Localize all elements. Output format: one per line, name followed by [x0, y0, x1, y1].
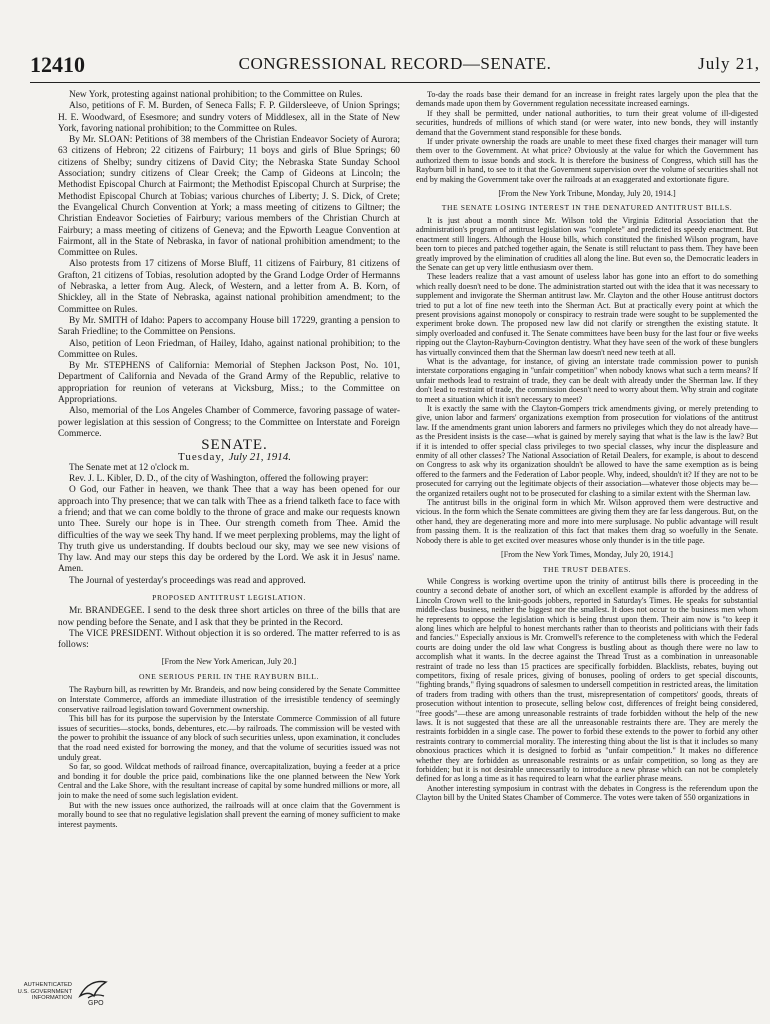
paragraph: If under private ownership the roads are unable to meet these fixed charges their manager will turn them over to the Government. At what price? Obviously at the value for which the Government has authorized them to issue bonds and stock. It is therefore the business of Congress, which still has the Rayburn bill in hand, to see to it that the Government supervision over the volume of securities shall not end by making the Government take over the railroads at an exaggerated and extortionate figure.: [416, 137, 758, 184]
paragraph: Also, petition of Leon Friedman, of Hailey, Idaho, against national prohibition; to the Committee on Rules.: [58, 338, 400, 360]
section-caption: THE TRUST DEBATES.: [542, 564, 632, 574]
paragraph: By Mr. STEPHENS of California: Memorial of Stephen Jackson Post, No. 101, Department of California and Nevada of the Grand Army of the Republic, relative to appropriation for reunion of veterans at Vicksburg, Miss.; to the Committee on Appropriations.: [58, 361, 400, 406]
paragraph: Also, petitions of F. M. Burden, of Seneca Falls; F. P. Gildersleeve, of Union Springs; H. E. Woodward, of Esesmore; and sundry voters of Middlesex, all in the State of New York, favoring national prohibition; to the Committee on Rules.: [58, 101, 400, 134]
paragraph: What is the advantage, for instance, of giving an interstate trade commission power to punish interstate corporations engaging in "unfair competition" when nobody knows what such a term means? If unfair methods lead to restraint of trade, they can be dealt with already under the Sherman law. If they don't lead to restraint of trade, the commission doesn't need to worry about them. Why strain and cogitate to meet a situation which it isn't necessary to meet?: [416, 356, 758, 404]
paragraph: If they shall be permitted, under national authorities, to turn their great volume of ill-digested securities, hundreds of millions of which stand (or were water, into new bonds, they will instantly demand that the Government stand responsible for these bonds.: [416, 108, 758, 137]
page-header: [30, 46, 760, 83]
session-date-italic: July 21, 1914.: [228, 450, 291, 463]
section-caption: THE SENATE LOSING INTEREST IN THE DENATURED ANTITRUST BILLS.: [441, 203, 733, 213]
authenticated-text: AUTHENTICATED U.S. GOVERNMENT INFORMATION: [17, 982, 72, 1002]
paragraph: Another interesting symposium in contrast with the debates in Congress is the referendum upon the Clayton bill by the United States Chamber of Commerce. The votes were taken of 550 organizations in: [416, 783, 758, 803]
paragraph: The antitrust bills in the original form in which Mr. Wilson approved them were destructive and vicious. In the form which the Senate committees are giving them they are far less dangerous. But, on the other hand, they are degenerating more and more into mere surplusage. No public advantage will result from passing them. It is the realization of this fact that makes them drag so woefully in the Senate. Nobody there is able to get excited over measures whose only thunder is in the title page.: [416, 498, 758, 545]
source-line: [From the New York American, July 20.]: [161, 656, 297, 666]
paragraph: The Senate met at 12 o'clock m.: [69, 462, 190, 473]
paragraph: It is exactly the same with the Clayton-Gompers trick amendments giving, or merely pretending to give, union labor and farmers' organizations exemption from prosecution for violations of the antitrust law. If the amendments grant union laborers and farmers no privileges which they do not already have—as the President insists is the case—what is gained by merely saying that what is the law is the law? But if it is intended to offer special class privileges to two special classes, why incur the displeasure and enmity of all other classes? The National Association of Retail Dealers, for example, is about to descend on Congress to ask why its organization shouldn't be allowed to have the same exemption as is being offered to the farmers and the Federation of Labor people. Why, indeed, shouldn't it? If they are not to be prosecuted for carrying out the legitimate objects of their association—whatever those objects may be—the organized retailers ought not to be prosecuted for clashing to a similar extent with the Sherman law.: [416, 404, 758, 498]
paragraph: While Congress is working overtime upon the trinity of antitrust bills there is proceeding in the country a second debate of another sort, of which an excellent example is afforded by the address of Lincoln Crown well to the knit-goods jobbers, reported in Saturday's Times. He speaks for substantial middle-class business, neither the biggest nor the smallest. It does not occur to the business men whom he represents to oppose the legislation which is being thrust upon them. Their aim now is "to keep it along lines which are helpful to honest merchants rather than to theorists and politicians with their fads and fancies." Especially anxious is Mr. Cromwell's reference to the completeness with which the Federal courts are doing under the old law what Congress is bustling about as though there were no law to accomplish what it wants. In the decree against the Thread Trust as a combination in unreasonable restraint of trade no less than 15 practices are specifically forbidden. Blacklists, rebates, buying out competitors, fixing of resale prices, giving of bonuses, pooling of orders to get special discounts, "fighting brands," flying squadrons of salesmen to undersell competition in restricted areas, the limitation of traders from trading with others than the trust, misrepresentation of competitors' goods, threats of prosecution without intention to prosecute, selling below cost, differences of freight being considered, "free goods"—these are among unreasonable restraints of trade forbidden without the help of the new laws. It is not suggested that these are all the unreasonable restraints there are. They are merely the restraints forbidden in a single case. The power to forbid these extends to the power to forbid any other restraints contrary to commercial morality. The interesting thing about the list is that it includes so many obnoxious practices which it is designed to forbid as "unfair competition." It makes no difference whether they are forbidden as unreasonable restraints or as unfair competition, so long as they are forbidden; but it is not desirable unnecessarily to introduce a new phrase which can not be completely defined for as long a time as it has required to learn what the earlier phrase means.: [416, 576, 758, 784]
section-caption: PROPOSED ANTITRUST LEGISLATION.: [152, 593, 306, 603]
prayer-paragraph: O God, our Father in heaven, we thank Thee that a way has been opened for our approach into Thy presence; that we can talk with Thee as a friend talketh face to face with a friend; and that we can come boldly to the throne of grace and make our requests known unto Thee. Surely our hope is in Thee. Our strength cometh from Thee. Amid the difficulties of the way we seek Thy hand. If we meet perplexing problems, may the light of Thy truth give us understanding. If doubts becloud our sky, may we see new visions of Thy law. And may our steps this day be ordered by the Lord. We ask it in Jesus' name. Amen.: [58, 485, 400, 575]
header-date: July 21,: [698, 54, 760, 73]
paragraph: The VICE PRESIDENT. Without objection it is so ordered. The matter referred to is as follows:: [58, 628, 400, 651]
paragraph: The Journal of yesterday's proceedings was read and approved.: [69, 575, 306, 586]
source-line: [From the New York Times, Monday, July 20, 1914.]: [501, 550, 673, 560]
session-date: [58, 452, 400, 463]
paragraph: But with the new issues once authorized, the railroads will at once claim that the Government is morally bound to see that no regulative legislation shall prevent the earning of money sufficient to make interest payments.: [58, 800, 400, 829]
page-title: CONGRESSIONAL RECORD—SENATE.: [238, 54, 552, 73]
paragraph: It is just about a month since Mr. Wilson told the Virginia Editorial Association that the administration's program of antitrust legislation was "complete" and predicted its speedy enactment. But enactment still lingers. Although the House bills, which constituted the finished Wilson program, have been torn to pieces and patched together again, the Senate is still reluctant to pass them. They have been greatly improved by the elimination of crudities all along the line. But even so, the Democratic leaders in the Senate can get up very little enthusiasm over them.: [416, 215, 758, 272]
section-caption: ONE SERIOUS PERIL IN THE RAYBURN BILL.: [138, 672, 320, 682]
session-day: Tuesday,: [178, 450, 225, 463]
paragraph: Also protests from 17 citizens of Morse Bluff, 11 citizens of Fairbury, 81 citizens of Grafton, 21 citizens of Tobias, resolution adopted by the Grand Lodge Order of Hermanns of Nebraska, a letter from Aug. Aleck, of Western, and a letter from A. B. Korn, of Shickley, all in the State of Nebraska, against national prohibition amendment; to the Committee on Rules.: [58, 259, 400, 315]
paragraph: Rev. J. L. Kibler, D. D., of the city of Washington, offered the following prayer:: [69, 474, 369, 485]
source-line: [From the New York Tribune, Monday, July 20, 1914.]: [498, 189, 676, 199]
paragraph: By Mr. SLOAN: Petitions of 38 members of the Christian Endeavor Society of Aurora; 63 citizens of Hebron; 22 citizens of Fairbury; 11 boys and girls of Blue Springs; 60 citizens of Shelby; sundry citizens of David City; the Nebraska State Sunday School Association; sundry citizens of Clear Creek; the Camp of Gideons at Lincoln; the Methodist Episcopal Church at Fairmont; the Methodist Episcopal Church at Surprise; the Methodist Episcopal Church at Tobias; various churches of Liberty; J. S. Dick, of Crete; the Evangelical Church Convention at York; a mass meeting of citizens to Giltner; the Christian Endeavor Societies of Fairbury; various members of the Christian Church at Fairbury; a mass meeting of citizens of Geneva; and the Epworth League Convention at Fairmont, all in the State of Nebraska, in favor of national prohibition amendment; to the Committee on Rules.: [58, 135, 400, 259]
right-column: [416, 90, 758, 960]
paragraph: This bill has for its purpose the supervision by the Interstate Commerce Commission of all future issues of securities—stocks, bonds, debentures, etc.—by railroads. The commission will be vested with the power to prohibit the issuance of any block of such securities unless, upon examination, it concludes that the road need existed for borrowing the money, and that the volume of securities issued was not unduly great.: [58, 714, 400, 762]
paragraph: The Rayburn bill, as rewritten by Mr. Brandeis, and now being considered by the Senate Committee on Interstate Commerce, affords an immediate illustration of the irresistible tendency of seemingly conservative railroad legislation toward Government ownership.: [58, 685, 400, 714]
paragraph: Mr. BRANDEGEE. I send to the desk three short articles on three of the bills that are now pending before the Senate, and I ask that they be printed in the Record.: [58, 606, 400, 628]
paragraph: New York, protesting against national prohibition; to the Committee on Rules.: [69, 90, 363, 100]
senate-heading: SENATE.: [201, 437, 268, 454]
paragraph: By Mr. SMITH of Idaho: Papers to accompany House bill 17229, granting a pension to Sarah Friedline; to the Committee on Pensions.: [58, 315, 400, 338]
left-column: [58, 90, 400, 960]
gpo-label: GPO: [88, 1000, 104, 1007]
paragraph: Also, memorial of the Los Angeles Chamber of Commerce, favoring passage of water-power legislation at this session of Congress; to the Committee on Interstate and Foreign Commerce.: [58, 406, 400, 439]
paragraph: These leaders realize that a vast amount of useless labor has gone into an effort to do something which really doesn't need to be done. The administration started out with the idea that it was necessary to supplement and invigorate the Sherman antitrust law. Mr. Clayton and the other House antitrust doctors tried to put a lot of fine new teeth into the Sherman Act. But at practically every point at which the present provisions against monopoly or conspiracy to restrain trade were sought to be supplemented the experiment broke down. The proposed new law did not clarify or strengthen the existing statute. It simply overloaded and confused it. The Senate committees have been busy for the last four or five weeks ripping out the Clayton-Rayburn-Covington dentistry. What they have seen of the work of these bunglers has virtually convinced them that the Sherman law doesn't need new teeth at all.: [416, 272, 758, 357]
gpo-authentication-logo: [14, 976, 114, 1016]
paragraph: To-day the roads base their demand for an increase in freight rates largely upon the plea that the demands made upon them by Government regulation necessitate increased earnings.: [416, 90, 758, 109]
paragraph: So far, so good. Wildcat methods of railroad finance, overcapitalization, buying a feeder at a price and bonding it for double the price paid, combinations like the one planned between the New York Central and the Lake Shore, with the resultant increase of capital by some hundred millions or more, all join to make the need of some such legislation evident.: [58, 762, 400, 800]
page-number: 12410: [30, 52, 85, 77]
